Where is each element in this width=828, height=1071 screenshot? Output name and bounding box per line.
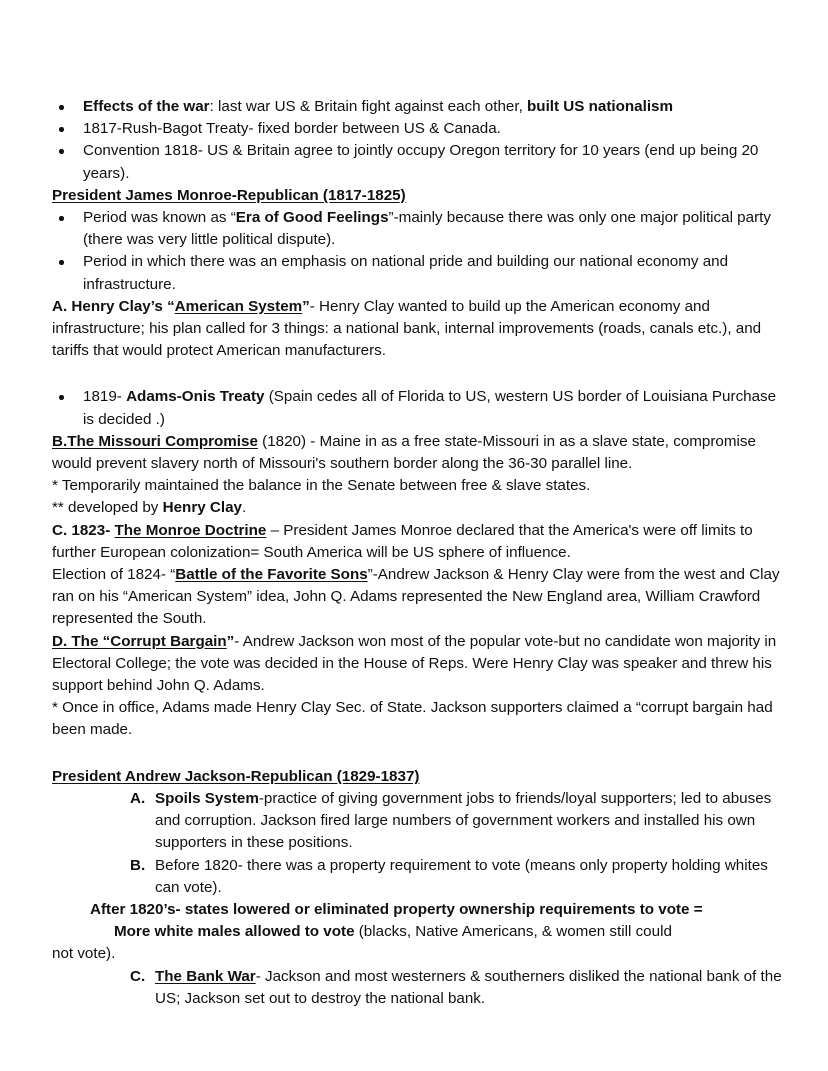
era-of-good-feelings-term: Era of Good Feelings: [235, 209, 389, 227]
monroe-doctrine-number: C. 1823-: [52, 521, 115, 539]
developed-by-prefix: ** developed by: [52, 499, 163, 517]
battle-favorite-sons-term: Battle of the Favorite Sons: [175, 566, 368, 584]
era-good-feelings-suffix: ”-mainly because there was only one major political party (there was very little political dispute).: [83, 209, 771, 249]
election-1824-body: ”-Andrew Jackson & Henry Clay were from the west and Clay ran on his “American System” idea, John Q. Adams represented the New England area, William Crawford represented the South.: [52, 566, 780, 628]
monroe-doctrine-term: The Monroe Doctrine: [114, 521, 267, 539]
paragraph-monroe-doctrine: [52, 520, 790, 564]
document-body: [52, 96, 790, 1010]
list-item: [52, 140, 790, 184]
corrupt-bargain-body: - Andrew Jackson won most of the popular vote-but no candidate won majority in Electoral College; the vote was decided in the House of Reps. Were Henry Clay was speaker and threw his support behind John Q. Adams.: [52, 632, 777, 695]
list-item: [52, 966, 790, 1010]
bank-war-body: - Jackson and most westerners & southerners disliked the national bank of the US; Jackson set out to destroy the national bank.: [155, 967, 782, 1007]
built-us-nationalism-text: built US nationalism: [527, 98, 673, 115]
list-item-letter: A.: [130, 789, 146, 807]
henry-clay-name: Henry Clay: [162, 499, 242, 517]
list-item: [52, 207, 790, 251]
american-system-term: American System: [174, 297, 303, 315]
monroe-era-bullet-list: [52, 207, 790, 296]
jackson-lettered-list-continued: [52, 966, 790, 1010]
list-item: [52, 855, 790, 899]
not-vote-text: not vote).: [52, 945, 116, 963]
american-system-body: - Henry Clay wanted to build up the American economy and infrastructure; his plan called for 3 things: a national bank, internal improvements (roads, canals etc.), and tariffs that would protect American manufacturers.: [52, 297, 762, 360]
paragraph-missouri-compromise: [52, 431, 790, 475]
heading-president-jackson: President Andrew Jackson-Republican (1829-1837): [52, 767, 420, 785]
senate-balance-text: * Temporarily maintained the balance in the Senate between free & slave states.: [52, 477, 591, 495]
american-system-lead: A. Henry Clay’s “: [52, 297, 175, 315]
more-white-males-term: More white males allowed to vote: [114, 923, 355, 941]
corrupt-bargain-quote-close: ”: [226, 632, 235, 650]
effects-of-war-text: : last war US & Britain fight against each other,: [209, 98, 528, 115]
list-item: [52, 251, 790, 295]
adams-onis-treaty-term: Adams-Onis Treaty: [126, 388, 265, 406]
list-item-letter: B.: [130, 856, 146, 874]
monroe-doctrine-body: – President James Monroe declared that the America's were off limits to further European colonization= South America will be US sphere of influence.: [52, 521, 753, 561]
missouri-compromise-term: B.The Missouri Compromise: [52, 432, 258, 450]
paragraph-corrupt-bargain: [52, 631, 790, 698]
section-spacer: [52, 742, 790, 766]
corrupt-bargain-term: D. The “Corrupt Bargain: [52, 632, 227, 650]
adams-onis-body: (Spain cedes all of Florida to US, western US border of Louisiana Purchase is decided .): [83, 388, 777, 428]
adams-onis-bullet-list: [52, 386, 790, 430]
after-1820s-text: After 1820’s- states lowered or eliminated property ownership requirements to vote =: [90, 900, 703, 918]
paragraph-american-system: [52, 296, 790, 363]
missouri-compromise-body: (1820) - Maine in as a free state-Missouri in as a slave state, compromise would prevent slavery north of Missouri's southern border along the 36-30 parallel line.: [52, 432, 756, 473]
list-item: [52, 96, 790, 118]
paragraph-developed-by-note: [52, 497, 790, 519]
developed-by-suffix: .: [241, 499, 247, 517]
list-item: [52, 788, 790, 855]
paragraph-more-white-males: [52, 921, 790, 943]
effects-of-war-label: Effects of the war: [83, 98, 210, 115]
list-item-letter: C.: [130, 967, 146, 985]
jackson-lettered-list: [52, 788, 790, 899]
paragraph-once-in-office-note: [52, 697, 790, 741]
spoils-system-body: -practice of giving government jobs to friends/loyal supporters; led to abuses and corruption. Jackson fired large numbers of government workers and installed his own supporters in these positions.: [155, 789, 772, 852]
once-in-office-text: * Once in office, Adams made Henry Clay Sec. of State. Jackson supporters claimed a “corrupt bargain had been made.: [52, 699, 773, 739]
paragraph-not-vote: [52, 943, 790, 965]
national-pride-text: Period in which there was an emphasis on national pride and building our national economy and infrastructure.: [83, 253, 729, 293]
list-item: [52, 118, 790, 140]
paragraph-after-1820s: [52, 899, 790, 921]
section-spacer: [52, 362, 790, 386]
election-1824-prefix: Election of 1824- “: [52, 566, 176, 584]
paragraph-election-1824: [52, 564, 790, 631]
paragraph-senate-balance-note: [52, 475, 790, 497]
rush-bagot-treaty-text: 1817-Rush-Bagot Treaty- fixed border between US & Canada.: [83, 120, 501, 138]
heading-president-monroe: President James Monroe-Republican (1817-1825): [52, 186, 406, 204]
war-effects-bullet-list: [52, 96, 790, 185]
bank-war-term: The Bank War: [155, 967, 256, 985]
list-item: [52, 386, 790, 430]
american-system-quote-close: ”: [302, 297, 310, 315]
property-requirement-body: Before 1820- there was a property requirement to vote (means only property holding whites can vote).: [155, 856, 768, 896]
spoils-system-term: Spoils System: [155, 789, 259, 807]
more-white-males-body: (blacks, Native Americans, & women still could: [354, 923, 672, 941]
convention-1818-text: Convention 1818- US & Britain agree to jointly occupy Oregon territory for 10 years (end up being 20 years).: [83, 142, 759, 182]
adams-onis-year: 1819-: [83, 388, 127, 406]
era-good-feelings-prefix: Period was known as “: [83, 209, 236, 227]
